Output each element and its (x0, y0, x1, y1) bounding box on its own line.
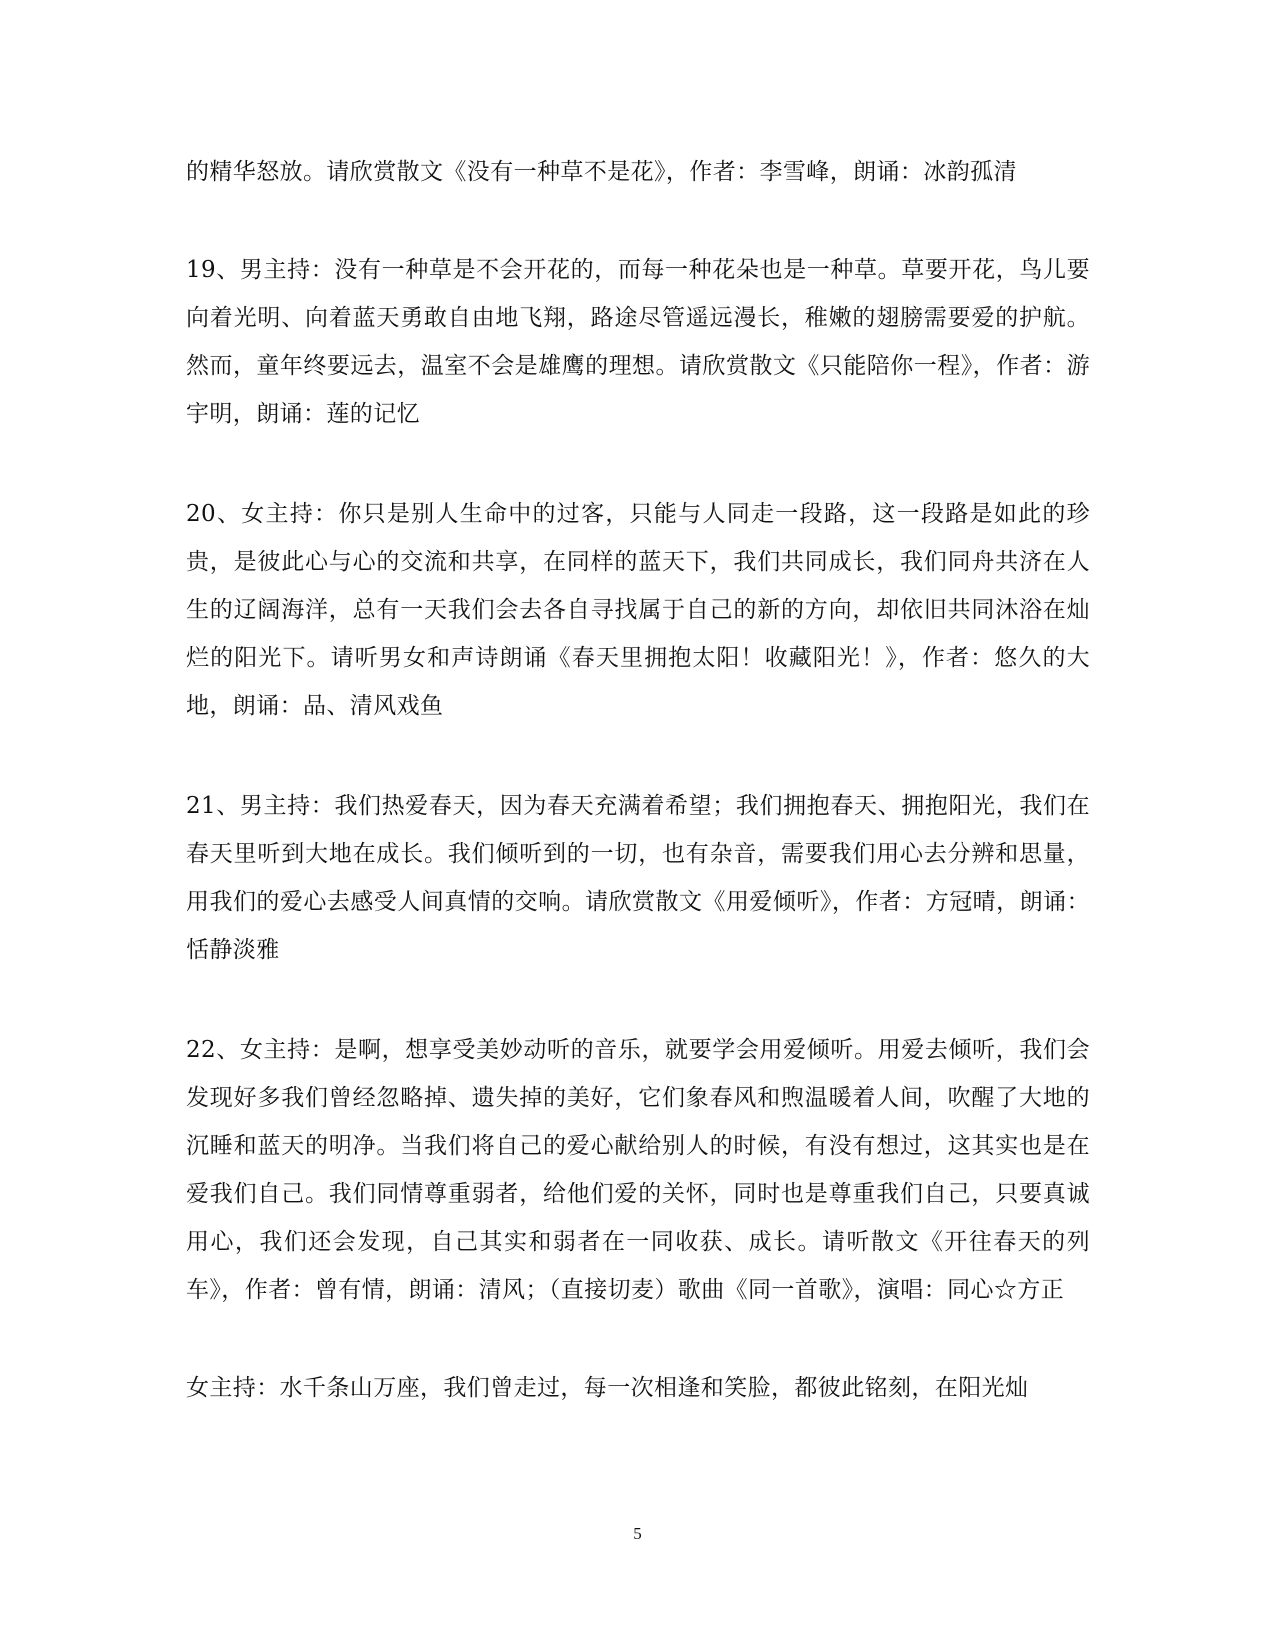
page-number: 5 (633, 1524, 642, 1543)
paragraph-20: 20、女主持：你只是别人生命中的过客，只能与人同走一段路，这一段路是如此的珍贵，是彼此心与心的交流和共享，在同样的蓝天下，我们共同成长，我们同舟共济在人生的辽阔海洋，总有一天我们会去各自寻找属于自己的新的方向，却依旧共同沐浴在灿烂的阳光下。请听男女和声诗朗诵《春天里拥抱太阳！收藏阳光！》，作者：悠久的大地，朗诵：品、清风戏鱼 (186, 501, 1090, 719)
paragraph-21: 21、男主持：我们热爱春天，因为春天充满着希望；我们拥抱春天、拥抱阳光，我们在春天里听到大地在成长。我们倾听到的一切，也有杂音，需要我们用心去分辨和思量，用我们的爱心去感受人间真情的交响。请欣赏散文《用爱倾听》，作者：方冠晴，朗诵：恬静淡雅 (186, 793, 1090, 963)
document-body (186, 148, 1090, 1464)
paragraph-22: 22、女主持：是啊，想享受美妙动听的音乐，就要学会用爱倾听。用爱去倾听，我们会发现好多我们曾经忽略掉、遗失掉的美好，它们象春风和煦温暖着人间，吹醒了大地的沉睡和蓝天的明净。当我们将自己的爱心献给别人的时候，有没有想过，这其实也是在爱我们自己。我们同情尊重弱者，给他们爱的关怀，同时也是尊重我们自己，只要真诚用心，我们还会发现，自己其实和弱者在一同收获、成长。请听散文《开往春天的列车》，作者：曾有情，朗诵：清风；（直接切麦）歌曲《同一首歌》，演唱：同心☆方正 (186, 1037, 1090, 1303)
paragraph-female-host: 女主持：水千条山万座，我们曾走过，每一次相逢和笑脸，都彼此铭刻，在阳光灿 (186, 1375, 1029, 1401)
paragraph-continuation: 的精华怒放。请欣赏散文《没有一种草不是花》，作者：李雪峰，朗诵：冰韵孤清 (186, 159, 1017, 185)
paragraph-19: 19、男主持：没有一种草是不会开花的，而每一种花朵也是一种草。草要开花，鸟儿要向着光明、向着蓝天勇敢自由地飞翔，路途尽管遥远漫长，稚嫩的翅膀需要爱的护航。然而，童年终要远去，温室不会是雄鹰的理想。请欣赏散文《只能陪你一程》，作者：游宇明，朗诵：莲的记忆 (186, 257, 1090, 427)
